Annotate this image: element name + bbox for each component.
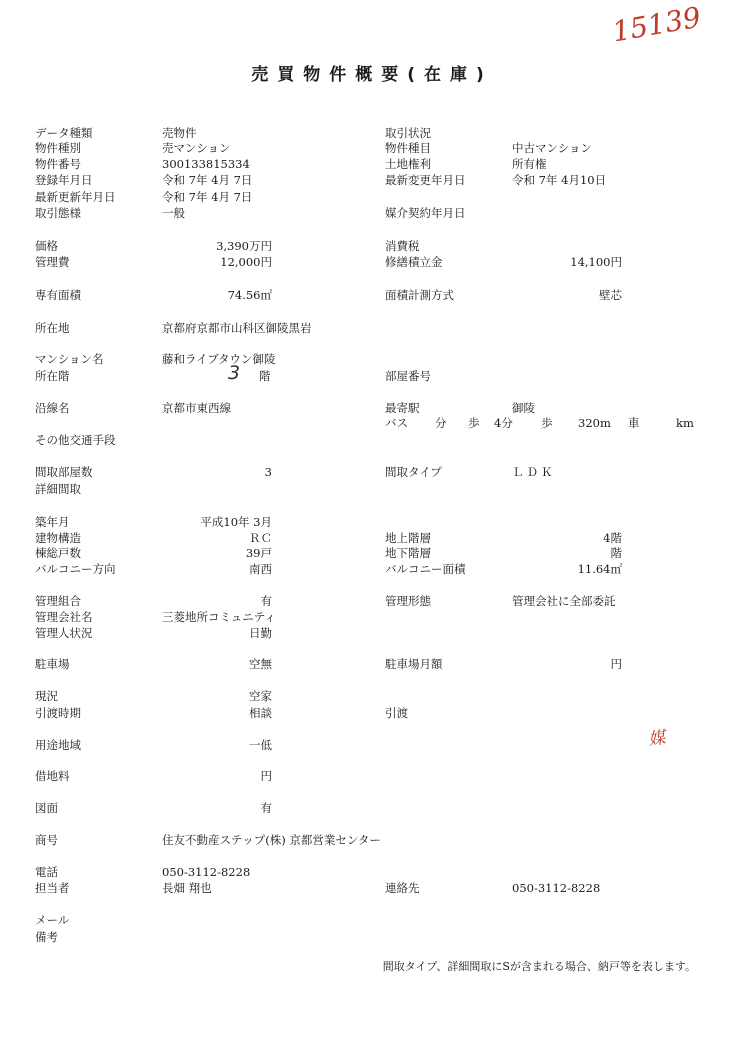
label-bus-min: 分	[435, 416, 447, 430]
value-layout-type: ＬＤＫ	[512, 465, 556, 479]
value-management-fee: 12,000円	[220, 255, 272, 269]
value-land-rights: 所有権	[512, 157, 547, 171]
label-zoning: 用途地域	[35, 738, 81, 752]
value-line: 京都市東西線	[162, 401, 231, 415]
label-handover-time: 引渡時期	[35, 706, 81, 720]
value-management-company: 三菱地所コミュニティ	[162, 610, 276, 624]
label-price: 価格	[35, 239, 58, 253]
value-drawing: 有	[260, 801, 272, 815]
label-latest-change-date: 最新変更年月日	[385, 173, 466, 187]
value-property-number: 300133815334	[162, 157, 250, 171]
label-contact: 連絡先	[385, 881, 420, 895]
label-floors-above: 地上階層	[385, 531, 431, 545]
label-current-status: 現況	[35, 689, 58, 703]
value-floor-unit: 階	[259, 369, 271, 383]
label-phone: 電話	[35, 865, 58, 879]
label-updated-date: 最新更新年月日	[35, 190, 116, 204]
label-car: 車	[628, 416, 640, 430]
label-management-company: 管理会社名	[35, 610, 93, 624]
value-balcony-area: 11.64㎡	[577, 562, 622, 576]
page-title: 売買物件概要(在庫)	[251, 65, 493, 85]
label-registered-date: 登録年月日	[35, 173, 93, 187]
label-location: 所在地	[35, 321, 70, 335]
label-nearest-station: 最寄駅	[385, 401, 420, 415]
value-current-status: 空家	[249, 689, 272, 703]
value-transaction-type: 一般	[162, 206, 185, 220]
value-repair-reserve: 14,100円	[570, 255, 622, 269]
label-bus: バス	[385, 416, 408, 430]
label-property-item: 物件種目	[385, 141, 431, 155]
label-person: 担当者	[35, 881, 70, 895]
value-total-units: 39戸	[245, 546, 272, 560]
label-drawing: 図面	[35, 801, 58, 815]
label-property-number: 物件番号	[35, 157, 81, 171]
label-transaction-type: 取引態様	[35, 206, 81, 220]
label-km: km	[676, 416, 694, 430]
value-zoning: 一低	[249, 738, 272, 752]
value-handover-time: 相談	[249, 706, 272, 720]
label-layout-type: 間取タイプ	[385, 465, 442, 479]
value-floor-area: 74.56㎡	[227, 288, 272, 302]
value-parking: 空無	[249, 657, 272, 671]
label-management-fee: 管理費	[35, 255, 70, 269]
label-repair-reserve: 修繕積立金	[385, 255, 443, 269]
label-floors-below: 地下階層	[385, 546, 431, 560]
value-phone: 050-3112-8228	[162, 865, 251, 879]
value-latest-change-date: 令和 7年 4月10日	[512, 173, 607, 187]
label-other-transport: その他交通手段	[35, 433, 116, 447]
label-built: 築年月	[35, 515, 70, 529]
label-total-units: 棟総戸数	[35, 546, 81, 560]
label-walk: 歩	[468, 416, 480, 430]
value-area-method: 壁芯	[599, 288, 622, 302]
value-floors-below: 階	[610, 546, 622, 560]
value-floor-handwritten: 3	[228, 362, 241, 384]
value-parking-fee: 円	[610, 657, 622, 671]
value-floors-above: 4階	[603, 531, 622, 545]
label-floor-area: 専有面積	[35, 288, 81, 302]
value-land-rent: 円	[260, 769, 272, 783]
label-property-category: 物件種別	[35, 141, 81, 155]
value-property-category: 売マンション	[162, 141, 231, 155]
label-layout-detail: 詳細間取	[35, 482, 81, 496]
value-updated-date: 令和 7年 4月 7日	[162, 190, 253, 204]
label-room-number: 部屋番号	[385, 369, 431, 383]
label-management-form: 管理形態	[385, 594, 431, 608]
label-consumption-tax: 消費税	[385, 239, 420, 253]
value-registered-date: 令和 7年 4月 7日	[162, 173, 253, 187]
value-balcony-direction: 南西	[249, 562, 272, 576]
value-management-union: 有	[260, 594, 272, 608]
value-price: 3,390万円	[216, 239, 272, 253]
label-balcony-area: バルコニー面積	[385, 562, 466, 576]
value-mansion-name: 藤和ライブタウン御陵	[162, 352, 276, 366]
label-remarks: 備考	[35, 930, 58, 944]
label-mail: メール	[35, 913, 70, 927]
value-built: 平成10年 3月	[200, 515, 272, 529]
label-management-union: 管理組合	[35, 594, 81, 608]
label-floor: 所在階	[35, 369, 70, 383]
label-walk-after: 歩	[541, 416, 553, 430]
label-data-type: データ種類	[35, 126, 93, 140]
label-mansion-name: マンション名	[35, 352, 104, 366]
label-agency-contract-date: 媒介契約年月日	[385, 206, 466, 220]
label-area-method: 面積計測方式	[385, 288, 454, 302]
value-walk-minutes: 4分	[494, 416, 513, 430]
value-person: 長畑 翔也	[162, 881, 212, 895]
label-trade-name: 商号	[35, 833, 58, 847]
label-parking-fee: 駐車場月額	[385, 657, 443, 671]
handwritten-mark: 媒	[647, 727, 667, 751]
value-data-type: 売物件	[162, 126, 197, 140]
value-contact: 050-3112-8228	[512, 881, 601, 895]
value-location: 京都府京都市山科区御陵黒岩	[162, 321, 312, 335]
label-balcony-direction: バルコニー方向	[35, 562, 116, 576]
value-room-count: 3	[264, 465, 272, 479]
label-land-rent: 借地料	[35, 769, 70, 783]
value-walk-distance: 320m	[578, 416, 611, 430]
value-structure: ＲＣ	[249, 531, 272, 545]
value-trade-name: 住友不動産ステップ(株) 京都営業センター	[162, 833, 381, 847]
label-handover: 引渡	[385, 706, 408, 720]
value-management-form: 管理会社に全部委託	[512, 594, 616, 608]
value-nearest-station: 御陵	[512, 401, 535, 415]
value-manager-status: 日勤	[249, 626, 272, 640]
label-transaction-status: 取引状況	[385, 126, 431, 140]
label-parking: 駐車場	[35, 657, 70, 671]
value-property-item: 中古マンション	[512, 141, 592, 155]
label-line: 沿線名	[35, 401, 70, 415]
footer-note: 間取タイプ、詳細間取にSが含まれる場合、納戸等を表します。	[382, 960, 696, 973]
label-manager-status: 管理人状況	[35, 626, 93, 640]
label-land-rights: 土地権利	[385, 157, 431, 171]
handwritten-number: 15139	[609, 0, 704, 49]
label-room-count: 間取部屋数	[35, 465, 93, 479]
label-structure: 建物構造	[35, 531, 81, 545]
